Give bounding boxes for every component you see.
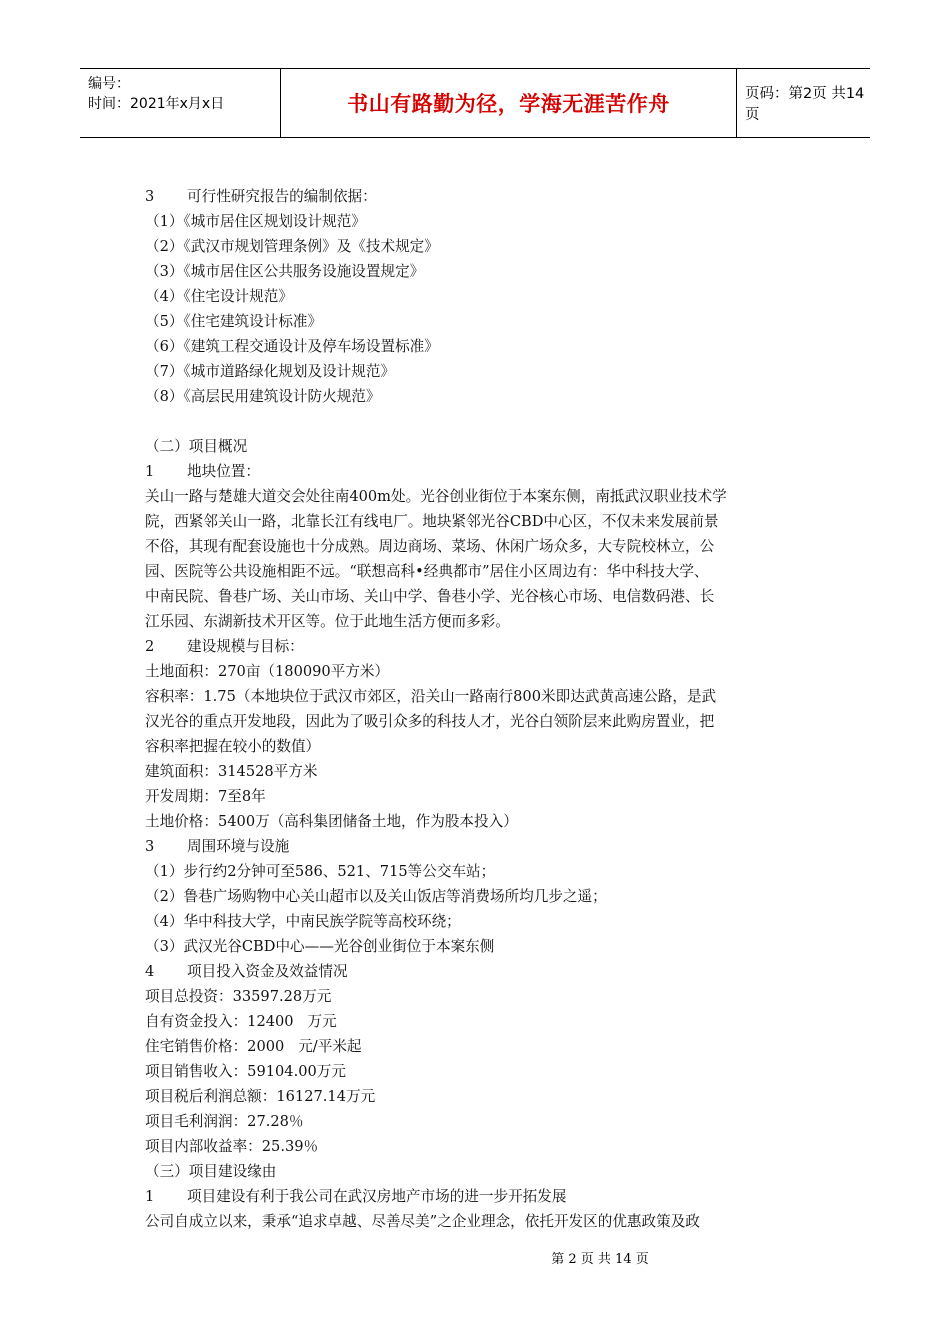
list-item: （6）《建筑工程交通设计及停车场设置标准》: [145, 338, 439, 355]
page-header: [80, 68, 870, 138]
text-line: 园、医院等公共设施相距不远。“联想高科•经典都市”居住小区周边有：华中科技大学、: [145, 563, 709, 580]
text-line: 项目销售收入：59104.00万元: [145, 1063, 346, 1080]
text-line: 建筑面积：314528平方米: [145, 763, 318, 780]
list-item: （2）鲁巷广场购物中心关山超市以及关山饭店等消费场所均几步之遥；: [145, 888, 607, 905]
header-meta: [80, 69, 281, 137]
document-body: [145, 184, 825, 1234]
text-line: 汉光谷的重点开发地段，因此为了吸引众多的科技人才，光谷白领阶层来此购房置业，把: [145, 713, 715, 730]
section-number: 3: [145, 838, 155, 855]
section-number: 2: [145, 638, 155, 655]
section-heading: [145, 959, 825, 984]
chapter-heading: （三）项目建设缘由: [145, 1163, 277, 1180]
text-line: 项目毛利润润：27.28％: [145, 1113, 304, 1130]
text-line: 公司自成立以来，秉承“追求卓越、尽善尽美”之企业理念，依托开发区的优惠政策及政: [145, 1213, 700, 1230]
text-line: 关山一路与楚雄大道交会处往南400m处。光谷创业街位于本案东侧，南抵武汉职业技术学: [145, 488, 727, 505]
text-line: 不俗，其现有配套设施也十分成熟。周边商场、菜场、休闲广场众多，大专院校林立，公: [145, 538, 715, 555]
list-item: （7）《城市道路绿化规划及设计规范》: [145, 363, 396, 380]
text-line: 自有资金投入：12400 万元: [145, 1013, 337, 1030]
text-line: 项目总投资：33597.28万元: [145, 988, 332, 1005]
text-line: 院，西紧邻关山一路，北靠长江有线电厂。地块紧邻光谷CBD中心区，不仅未来发展前景: [145, 513, 719, 530]
section-title: 地块位置：: [187, 463, 260, 480]
header-page-info: 页码：第2页 共14页: [745, 86, 865, 123]
chapter-heading: （二）项目概况: [145, 438, 248, 455]
section-number: 4: [145, 963, 155, 980]
number-label: 编号：: [88, 76, 130, 92]
section-heading: [145, 634, 825, 659]
section-number: 1: [145, 463, 155, 480]
section-title: 项目投入资金及效益情况: [187, 963, 348, 980]
list-item: （1）《城市居住区规划设计规范》: [145, 213, 366, 230]
header-motto: 书山有路勤为径，学海无涯苦作舟: [281, 69, 737, 137]
text-line: 土地面积：270亩（180090平方米）: [145, 663, 390, 680]
list-item: （3）武汉光谷CBD中心——光谷创业街位于本案东侧: [145, 938, 495, 955]
section-heading: [145, 459, 825, 484]
list-item: （8）《高层民用建筑设计防火规范》: [145, 388, 381, 405]
basis-list: [145, 209, 825, 409]
investment-list: [145, 984, 825, 1159]
section-title: 周围环境与设施: [187, 838, 290, 855]
section-heading: [145, 184, 825, 209]
text-line: 开发周期：7至8年: [145, 788, 266, 805]
date-label: 时间：2021年x月x日: [88, 96, 225, 112]
section-title: 可行性研究报告的编制依据：: [187, 188, 377, 205]
scale-paragraph: [145, 659, 825, 834]
text-line: 容积率：1.75（本地块位于武汉市郊区，沿关山一路南行800米即达武黄高速公路，是武: [145, 688, 717, 705]
location-paragraph: [145, 484, 825, 634]
section-heading: [145, 834, 825, 859]
page-footer: 第 2 页 共 14 页: [551, 1252, 649, 1267]
list-item: （1）步行约2分钟可至586、521、715等公交车站；: [145, 863, 496, 880]
text-line: 住宅销售价格：2000 元/平米起: [145, 1038, 362, 1055]
list-item: （2）《武汉市规划管理条例》及《技术规定》: [145, 238, 439, 255]
reason-paragraph: [145, 1209, 825, 1234]
text-line: 项目税后利润总额：16127.14万元: [145, 1088, 376, 1105]
text-line: 江乐园、东湖新技术开区等。位于此地生活方便而多彩。: [145, 613, 510, 630]
list-item: （4）华中科技大学，中南民族学院等高校环绕；: [145, 913, 461, 930]
text-line: 中南民院、鲁巷广场、关山市场、关山中学、鲁巷小学、光谷核心市场、电信数码港、长: [145, 588, 715, 605]
list-item: （5）《住宅建筑设计标准》: [145, 313, 323, 330]
section-number: 3: [145, 188, 155, 205]
text-line: 容积率把握在较小的数值）: [145, 738, 321, 755]
text-line: 土地价格：5400万（高科集团储备土地，作为股本投入）: [145, 813, 518, 830]
section-title: 项目建设有利于我公司在武汉房地产市场的进一步开拓发展: [187, 1188, 567, 1205]
list-item: （4）《住宅设计规范》: [145, 288, 293, 305]
section-heading: [145, 1184, 825, 1209]
text-line: 项目内部收益率：25.39％: [145, 1138, 319, 1155]
section-number: 1: [145, 1188, 155, 1205]
spacer: [145, 409, 825, 434]
environment-list: [145, 859, 825, 959]
list-item: （3）《城市居住区公共服务设施设置规定》: [145, 263, 425, 280]
section-title: 建设规模与目标：: [187, 638, 304, 655]
